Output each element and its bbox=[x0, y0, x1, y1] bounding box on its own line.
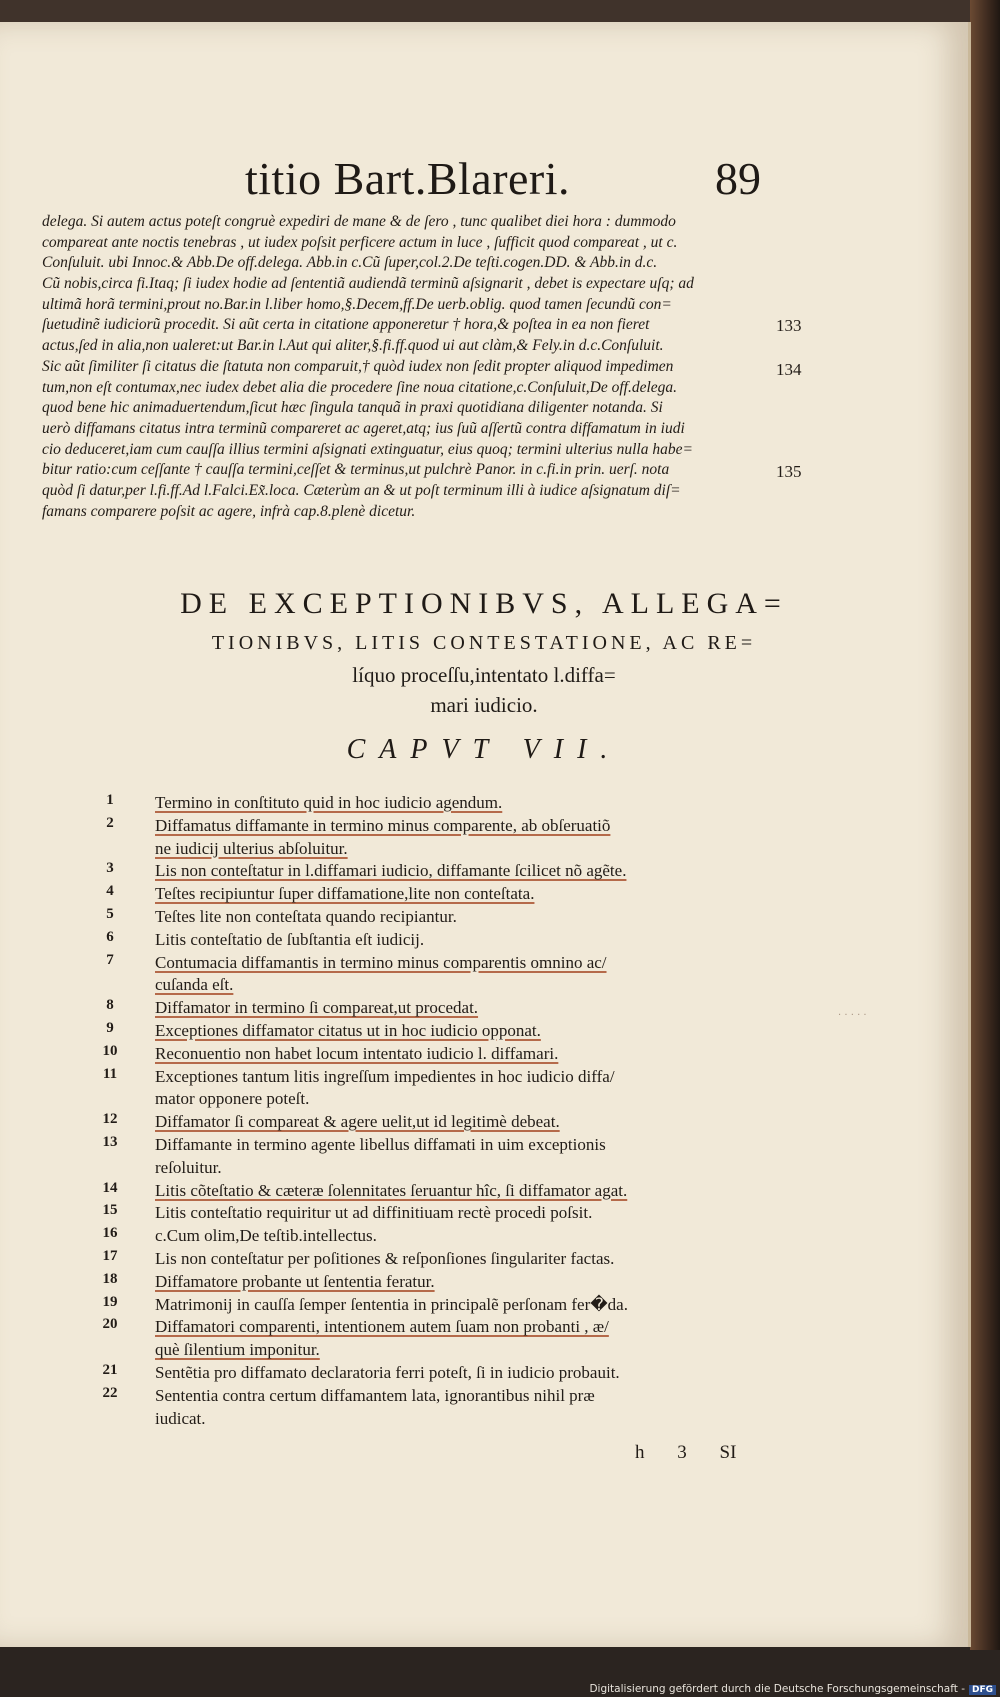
scan-top-edge bbox=[0, 0, 1000, 22]
summary-item bbox=[90, 815, 790, 861]
summary-item bbox=[90, 1180, 790, 1203]
summary-item-text: Matrimonij in cauſſa ſemper ſententia in principalẽ perſonam fer�da. bbox=[155, 1294, 628, 1314]
summary-item-number: 18 bbox=[102, 1270, 118, 1287]
chapter-title-line: líquo proceſſu,intentato l.diffa= bbox=[352, 663, 616, 687]
summary-item bbox=[90, 1271, 790, 1294]
summary-item-text: Sententia contra certum diffamantem lata, ignorantibus nihil præ bbox=[155, 1385, 595, 1405]
summary-item-number: 13 bbox=[102, 1133, 118, 1150]
paragraph-line: Cũ nobis,circa fi.Itaq; ſi iudex hodie ad ſententiã audiendã terminũ aſsignarit , debet is expectare uſq; ad bbox=[42, 275, 694, 293]
summary-item-text: Contumacia diffamantis in termino minus comparentis omnino ac/ bbox=[155, 952, 607, 972]
chapter-title bbox=[0, 582, 968, 720]
summary-item bbox=[90, 997, 790, 1020]
paragraph-line: uerò diffamans citatus intra terminũ compareret ac ageret,atq; ius ſuũ aſſertũ contra diffamatum in iudi bbox=[42, 419, 685, 437]
page-number: 89 bbox=[715, 153, 761, 204]
summary-item-text: reſoluitur. bbox=[155, 1157, 222, 1177]
summary-item-text: Lis non conteſtatur in l.diffamari iudicio, diffamante ſcilicet nõ agẽte. bbox=[155, 861, 627, 881]
credit-text: Digitalisierung gefördert durch die Deutsche Forschungsgemeinschaft - bbox=[589, 1683, 965, 1695]
summary-item-text: Diffamante in termino agente libellus diffamati in uim exceptionis bbox=[155, 1134, 606, 1154]
summary-item-text: Termino in conſtituto quid in hoc iudicio agendum. bbox=[155, 793, 503, 812]
paragraph-line: ſuetudinẽ iudiciorũ procedit. Si aũt certa in citatione apponeretur † hora,& poſtea in ea non fieret bbox=[42, 316, 650, 334]
summary-item-text: Diffamator in termino ſi compareat,ut procedat. bbox=[155, 998, 479, 1018]
summary-item bbox=[90, 1316, 790, 1362]
paragraph-line: delega. Si autem actus poteſt congruè expediri de mane & de ſero , tunc qualibet diei hora : dummodo bbox=[42, 213, 676, 230]
margin-number: 133 bbox=[776, 316, 802, 335]
summary-item-number: 8 bbox=[106, 997, 114, 1014]
summary-item bbox=[90, 1111, 790, 1134]
summary-item-number: 10 bbox=[102, 1042, 118, 1059]
body-paragraph bbox=[42, 212, 772, 522]
summary-item bbox=[90, 952, 790, 998]
summary-item-number: 6 bbox=[106, 928, 114, 945]
summary-item bbox=[90, 1134, 790, 1180]
summary-item-number: 3 bbox=[106, 860, 114, 877]
chapter-label: CAPVT VII. bbox=[346, 734, 622, 765]
paragraph-line: cio deduceret,iam cum cauſſa illius termini aſsignati extinguatur, eius quoq; termini ulterius nulla habe= bbox=[42, 440, 693, 458]
summary-item bbox=[90, 1248, 790, 1271]
summary-item bbox=[90, 1362, 790, 1385]
paragraph-line: actus,ſed in alia,non ualeret:ut Bar.in l.Aut qui aliter,§.fi.ff.quod ui aut clàm,& Fely.in d.c.Conſuluit. bbox=[42, 337, 664, 355]
chapter-title-line: mari iudicio. bbox=[430, 693, 538, 717]
dfg-logo: DFG bbox=[969, 1685, 996, 1695]
summary-item bbox=[90, 1020, 790, 1043]
summary-item bbox=[90, 792, 790, 815]
summary-item-text: què ſilentium imponitur. bbox=[155, 1340, 320, 1360]
summary-item-number: 7 bbox=[106, 951, 114, 968]
summary-item-number: 19 bbox=[102, 1293, 118, 1310]
paragraph-line: tum,non eſt contumax,nec iudex debet alia die procedere ſine noua citatione,c.Conſuluit,De off.delega. bbox=[42, 378, 678, 396]
summary-item-number: 21 bbox=[102, 1361, 118, 1378]
summary-item-text: mator opponere poteſt. bbox=[155, 1089, 310, 1109]
page-header bbox=[0, 152, 968, 212]
chapter-summary-list bbox=[90, 792, 790, 1430]
summary-item bbox=[90, 860, 790, 883]
summary-item-number: 1 bbox=[106, 792, 114, 808]
summary-item bbox=[90, 1385, 790, 1431]
summary-item-text: Teſtes recipiuntur ſuper diffamatione,lite non conteſtata. bbox=[155, 884, 535, 904]
summary-item-number: 16 bbox=[102, 1225, 118, 1242]
summary-item-number: 2 bbox=[106, 814, 114, 831]
summary-item-text: Reconuentio non habet locum intentato iudicio l. diffamari. bbox=[155, 1043, 559, 1063]
book-page bbox=[0, 22, 971, 1647]
summary-item-text: Lis non conteſtatur per poſitiones & reſponſiones ſingulariter factas. bbox=[155, 1248, 615, 1268]
running-title: titio Bart.Blareri. bbox=[245, 153, 571, 204]
summary-item-text: Teſtes lite non conteſtata quando recipiantur. bbox=[155, 906, 457, 926]
paragraph-line: famans comparere poſsit ac agere, infrà cap.8.plenè dicetur. bbox=[42, 502, 416, 520]
summary-item-text: cuſanda eſt. bbox=[155, 975, 234, 995]
book-binding-edge bbox=[970, 0, 1000, 1650]
summary-item bbox=[90, 1294, 790, 1317]
summary-item-number: 11 bbox=[102, 1065, 118, 1082]
summary-item-text: Exceptiones diffamator citatus ut in hoc iudicio opponat. bbox=[155, 1020, 541, 1040]
summary-item-text: Diffamatore probante ut ſententia feratur. bbox=[155, 1271, 435, 1291]
summary-item-number: 15 bbox=[102, 1202, 118, 1219]
pencil-marginalia: · · · · · bbox=[838, 1010, 867, 1021]
paragraph-line: quòd ſi datur,per l.fi.ff.Ad l.Falci.Ex̃.loca. Cæterùm an & ut poſt terminum illi à iudice aſsignatum diſ= bbox=[42, 481, 681, 499]
summary-item-text: ne iudicij ulterius abſoluitur. bbox=[155, 838, 348, 858]
summary-item-text: Diffamator ſi compareat & agere uelit,ut id legitimè debeat. bbox=[155, 1112, 560, 1132]
summary-item-text: c.Cum olim,De teſtib.intellectus. bbox=[155, 1226, 377, 1246]
summary-item-number: 14 bbox=[102, 1179, 118, 1196]
summary-item-number: 9 bbox=[106, 1019, 114, 1036]
paragraph-line: Conſuluit. ubi Innoc.& Abb.De off.delega. Abb.in c.Cũ ſuper,col.2.De teſti.cogen.DD. & Abb.in d.c. bbox=[42, 254, 658, 272]
summary-item-text: Litis cõteſtatio & cæteræ ſolennitates ſeruantur hîc, ſi diffamator agat. bbox=[155, 1180, 628, 1200]
summary-item-number: 5 bbox=[106, 905, 114, 922]
summary-item bbox=[90, 1043, 790, 1066]
summary-item-text: iudicat. bbox=[155, 1408, 206, 1428]
summary-item bbox=[90, 1066, 790, 1112]
margin-number: 135 bbox=[776, 462, 802, 481]
paragraph-line: quod bene hic animaduertendum,ſicut hæc ſingula tanquã in praxi quotidiana diligenter notanda. Si bbox=[42, 399, 663, 417]
summary-item-number: 20 bbox=[102, 1316, 118, 1333]
summary-item-text: Litis conteſtatio requiritur ut ad diffinitiuam rectè procedi poſsit. bbox=[155, 1203, 593, 1223]
digitization-credit bbox=[589, 1683, 996, 1695]
summary-item bbox=[90, 929, 790, 952]
summary-item bbox=[90, 883, 790, 906]
summary-item-text: Diffamatori comparenti, intentionem autem ſuam non probanti , æ/ bbox=[155, 1317, 609, 1337]
summary-item bbox=[90, 906, 790, 929]
summary-item bbox=[90, 1225, 790, 1248]
summary-item-number: 4 bbox=[106, 883, 114, 900]
summary-item-number: 22 bbox=[102, 1384, 118, 1401]
summary-item-number: 12 bbox=[102, 1111, 118, 1128]
summary-item-text: Litis conteſtatio de ſubſtantia eſt iudicij. bbox=[155, 929, 425, 949]
chapter-title-line: TIONIBVS, LITIS CONTESTATIONE, AC RE= bbox=[211, 632, 757, 654]
summary-item-number: 17 bbox=[102, 1247, 118, 1264]
paragraph-line: ultimã horã termini,prout no.Bar.in l.liber homo,§.Decem,ff.De uerb.oblig. quod tamen ſecundũ con= bbox=[42, 295, 672, 313]
paragraph-line: bitur ratio:cum ceſſante † cauſſa termini,ceſſet & terminus,ut pulchrè Panor. in c.fi.in prin. uerſ. nota bbox=[42, 461, 670, 479]
summary-item-text: Exceptiones tantum litis ingreſſum impedientes in hoc iudicio diffa/ bbox=[155, 1066, 615, 1086]
paragraph-line: compareat ante noctis tenebras , ut iudex poſsit perficere actum in luce , ſufficit quod compareat , ut c. bbox=[42, 233, 678, 251]
paragraph-line: Sic aũt ſimiliter ſi citatus die ſtatuta non comparuit,† quòd iudex non ſedit propter aliquod impedimen bbox=[42, 357, 674, 375]
margin-number: 134 bbox=[776, 360, 802, 379]
chapter-title-line: DE EXCEPTIONIBVS, ALLEGA= bbox=[180, 587, 788, 620]
summary-item-text: Diffamatus diffamante in termino minus comparente, ab obſeruatiõ bbox=[155, 815, 611, 835]
summary-item-text: Sentẽtia pro diffamato declaratoria ferri poteſt, ſi in iudicio probauit. bbox=[155, 1362, 620, 1382]
summary-item bbox=[90, 1202, 790, 1225]
signature-mark: h 3 SI bbox=[635, 1442, 737, 1463]
